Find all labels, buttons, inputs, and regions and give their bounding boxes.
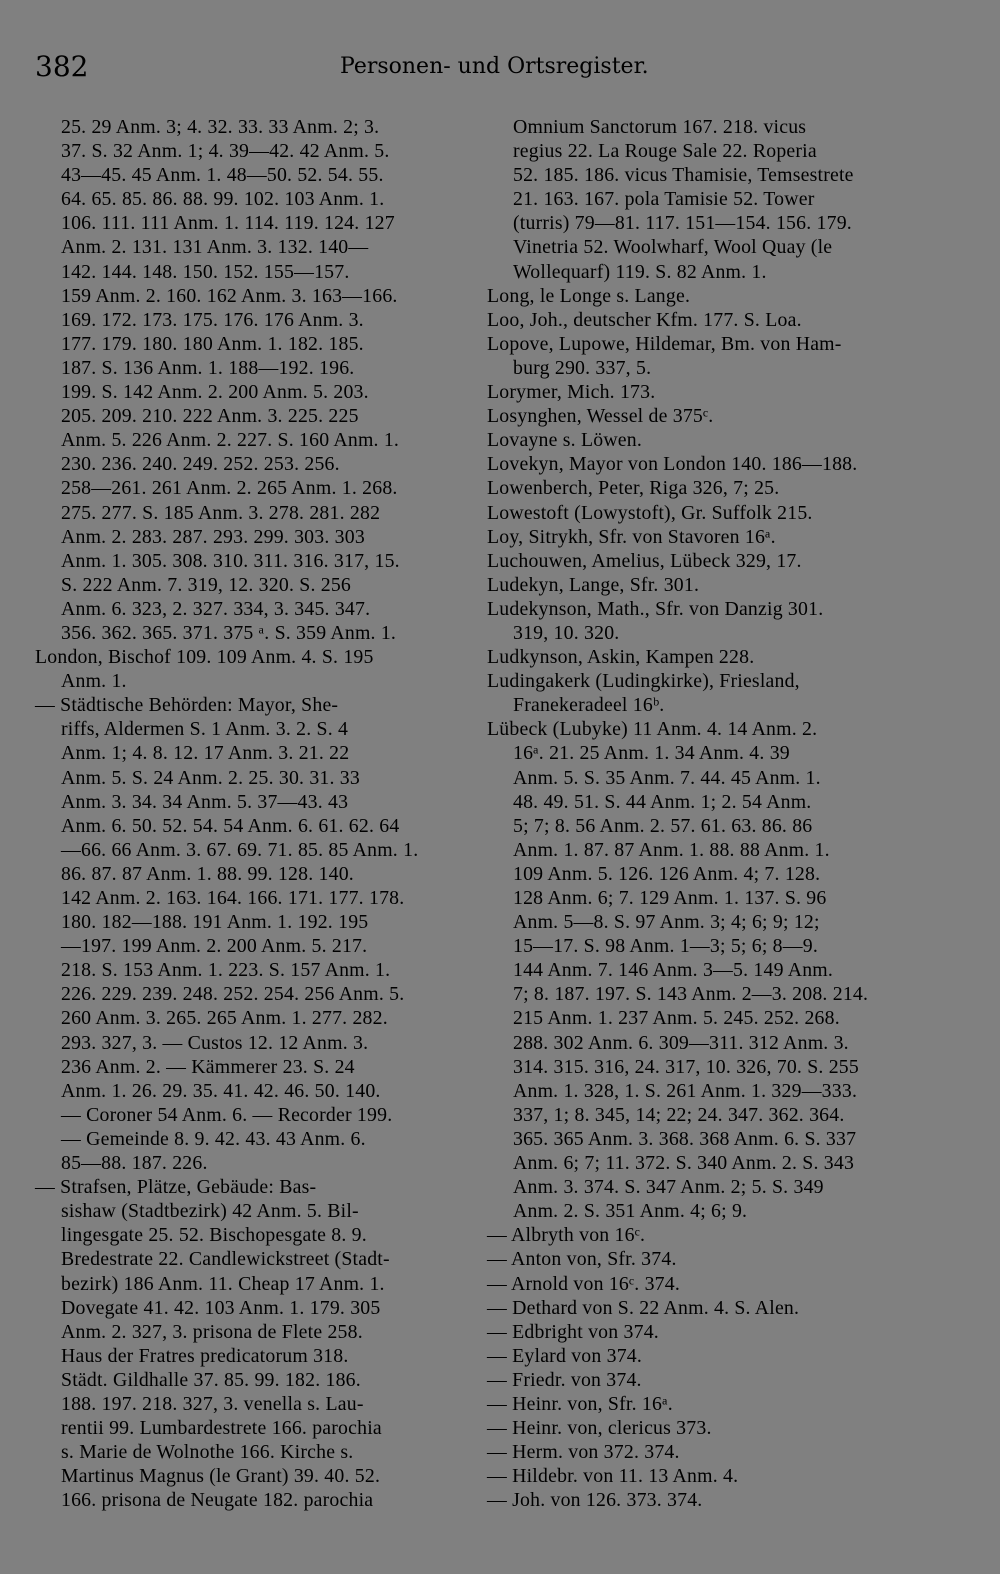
index-line: Lübeck (Lubyke) 11 Anm. 4. 14 Anm. 2. — [487, 718, 818, 741]
index-line: — Joh. von 126. 373. 374. — [487, 1489, 703, 1512]
index-line: 199. S. 142 Anm. 2. 200 Anm. 5. 203. — [61, 381, 369, 404]
index-line: 48. 49. 51. S. 44 Anm. 1; 2. 54 Anm. — [513, 790, 812, 813]
index-line: —197. 199 Anm. 2. 200 Anm. 5. 217. — [61, 935, 368, 958]
index-line: riffs, Aldermen S. 1 Anm. 3. 2. S. 4 — [61, 718, 349, 741]
index-line: Anm. 5. S. 35 Anm. 7. 44. 45 Anm. 1. — [513, 766, 821, 789]
index-line: Anm. 2. 327, 3. prisona de Flete 258. — [61, 1320, 363, 1343]
index-line: 7; 8. 187. 197. S. 143 Anm. 2—3. 208. 214. — [513, 983, 869, 1006]
index-line: Long, le Longe s. Lange. — [487, 284, 691, 307]
index-line: London, Bischof 109. 109 Anm. 4. S. 195 — [35, 646, 374, 669]
index-line: Anm. 1. 87. 87 Anm. 1. 88. 88 Anm. 1. — [513, 838, 830, 861]
index-line: Wollequarf) 119. S. 82 Anm. 1. — [513, 260, 767, 283]
index-line: — Heinr. von, Sfr. 16ᵃ. — [487, 1392, 673, 1415]
index-line: — Hildebr. von 11. 13 Anm. 4. — [487, 1465, 739, 1488]
index-line: Lowestoft (Lowystoft), Gr. Suffolk 215. — [487, 501, 813, 524]
index-line: — Eylard von 374. — [487, 1344, 643, 1367]
index-line: — Coroner 54 Anm. 6. — Recorder 199. — [61, 1103, 393, 1126]
page-number: 382 — [35, 50, 89, 83]
index-line: 169. 172. 173. 175. 176. 176 Anm. 3. — [61, 308, 364, 331]
index-line: Vinetria 52. Woolwharf, Wool Quay (le — [513, 236, 833, 259]
index-line: 142 Anm. 2. 163. 164. 166. 171. 177. 178. — [61, 887, 405, 909]
index-line: 258—261. 261 Anm. 2. 265 Anm. 1. 268. — [61, 477, 398, 500]
index-line: Anm. 1. 26. 29. 35. 41. 42. 46. 50. 140. — [61, 1079, 381, 1102]
index-line: Anm. 1. 328, 1. S. 261 Anm. 1. 329—333. — [513, 1079, 858, 1102]
index-line: — Heinr. von, clericus 373. — [487, 1417, 712, 1440]
index-line: 177. 179. 180. 180 Anm. 1. 182. 185. — [61, 332, 364, 355]
index-line: 128 Anm. 6; 7. 129 Anm. 1. 137. S. 96 — [513, 887, 827, 909]
index-line: — Anton von, Sfr. 374. — [487, 1248, 677, 1271]
index-line: 166. prisona de Neugate 182. parochia — [61, 1489, 374, 1512]
index-line: 85—88. 187. 226. — [61, 1152, 208, 1175]
index-line: Anm. 6. 50. 52. 54. 54 Anm. 6. 61. 62. 64 — [61, 814, 400, 837]
index-line: 226. 229. 239. 248. 252. 254. 256 Anm. 5. — [61, 983, 405, 1006]
index-line: 337, 1; 8. 345, 14; 22; 24. 347. 362. 364. — [513, 1103, 845, 1126]
index-line: 319, 10. 320. — [513, 621, 620, 644]
index-line: 187. S. 136 Anm. 1. 188—192. 196. — [61, 356, 355, 379]
index-line: Haus der Fratres predicatorum 318. — [61, 1344, 349, 1367]
index-line: Anm. 1. 305. 308. 310. 311. 316. 317, 15. — [61, 549, 400, 572]
index-line: burg 290. 337, 5. — [513, 356, 652, 379]
index-line: 205. 209. 210. 222 Anm. 3. 225. 225 — [61, 405, 359, 428]
index-line: 142. 144. 148. 150. 152. 155—157. — [61, 260, 350, 283]
index-line: 293. 327, 3. — Custos 12. 12 Anm. 3. — [61, 1031, 369, 1054]
index-line: 21. 163. 167. pola Tamisie 52. Tower — [513, 188, 815, 211]
index-line: Städt. Gildhalle 37. 85. 99. 182. 186. — [61, 1368, 361, 1391]
index-line: Ludekyn, Lange, Sfr. 301. — [487, 573, 700, 596]
index-line: Ludingakerk (Ludingkirke), Friesland, — [487, 670, 800, 693]
index-line: Luchouwen, Amelius, Lübeck 329, 17. — [487, 549, 802, 572]
index-line: 25. 29 Anm. 3; 4. 32. 33. 33 Anm. 2; 3. — [61, 116, 380, 138]
index-line: Anm. 3. 374. S. 347 Anm. 2; 5. S. 349 — [513, 1176, 824, 1199]
index-line: Loo, Joh., deutscher Kfm. 177. S. Loa. — [487, 308, 802, 331]
index-line: Bredestrate 22. Candlewickstreet (Stadt- — [61, 1248, 390, 1271]
index-line: 86. 87. 87 Anm. 1. 88. 99. 128. 140. — [61, 862, 354, 885]
right-column — [487, 115, 927, 1512]
index-line: 188. 197. 218. 327, 3. venella s. Lau- — [61, 1392, 364, 1415]
index-line: — Gemeinde 8. 9. 42. 43. 43 Anm. 6. — [61, 1127, 366, 1150]
index-line: Losynghen, Wessel de 375ᶜ. — [487, 405, 714, 428]
index-line: Anm. 5. 226 Anm. 2. 227. S. 160 Anm. 1. — [61, 429, 400, 452]
index-line: 144 Anm. 7. 146 Anm. 3—5. 149 Anm. — [513, 959, 834, 982]
index-line: Omnium Sanctorum 167. 218. vicus — [513, 116, 807, 138]
index-line: Lopove, Lupowe, Hildemar, Bm. von Ham- — [487, 332, 842, 355]
index-line: 365. 365 Anm. 3. 368. 368 Anm. 6. S. 337 — [513, 1127, 857, 1150]
index-line: — Edbright von 374. — [487, 1320, 659, 1343]
index-line: 230. 236. 240. 249. 252. 253. 256. — [61, 453, 340, 476]
index-line: — Städtische Behörden: Mayor, She- — [35, 694, 339, 717]
index-line: Anm. 2. S. 351 Anm. 4; 6; 9. — [513, 1200, 748, 1223]
index-line: 37. S. 32 Anm. 1; 4. 39—42. 42 Anm. 5. — [61, 140, 390, 163]
index-line: 15—17. S. 98 Anm. 1—3; 5; 6; 8—9. — [513, 935, 818, 958]
index-line: — Strafsen, Plätze, Gebäude: Bas- — [35, 1176, 317, 1199]
index-line: rentii 99. Lumbardestrete 166. parochia — [61, 1417, 382, 1440]
index-line: 356. 362. 365. 371. 375 ᵃ. S. 359 Anm. 1. — [61, 621, 397, 644]
index-line: — Friedr. von 374. — [487, 1368, 642, 1391]
index-line: Lovayne s. Löwen. — [487, 429, 643, 452]
index-line: 106. 111. 111 Anm. 1. 114. 119. 124. 127 — [61, 212, 395, 235]
index-line: Dovegate 41. 42. 103 Anm. 1. 179. 305 — [61, 1296, 381, 1319]
index-line: Lorymer, Mich. 173. — [487, 381, 656, 404]
index-line: — Albryth von 16ᶜ. — [487, 1224, 646, 1247]
index-line: — Arnold von 16ᶜ. 374. — [487, 1272, 680, 1295]
index-line: Anm. 6. 323, 2. 327. 334, 3. 345. 347. — [61, 597, 371, 620]
index-line: 215 Anm. 1. 237 Anm. 5. 245. 252. 268. — [513, 1007, 840, 1030]
index-line: Anm. 2. 131. 131 Anm. 3. 132. 140— — [61, 236, 369, 259]
index-line: regius 22. La Rouge Sale 22. Roperia — [513, 140, 817, 163]
index-line: 314. 315. 316, 24. 317, 10. 326, 70. S. 255 — [513, 1055, 859, 1078]
index-line: (turris) 79—81. 117. 151—154. 156. 179. — [513, 212, 852, 235]
index-line: 218. S. 153 Anm. 1. 223. S. 157 Anm. 1. — [61, 959, 391, 982]
index-line: 236 Anm. 2. — Kämmerer 23. S. 24 — [61, 1055, 355, 1078]
index-line: Anm. 3. 34. 34 Anm. 5. 37—43. 43 — [61, 790, 349, 813]
index-line: 43—45. 45 Anm. 1. 48—50. 52. 54. 55. — [61, 164, 384, 187]
index-line: 159 Anm. 2. 160. 162 Anm. 3. 163—166. — [61, 284, 398, 307]
index-line: 5; 7; 8. 56 Anm. 2. 57. 61. 63. 86. 86 — [513, 814, 813, 837]
index-line: 64. 65. 85. 86. 88. 99. 102. 103 Anm. 1. — [61, 188, 385, 211]
index-line: Anm. 5. S. 24 Anm. 2. 25. 30. 31. 33 — [61, 766, 360, 789]
index-line: Anm. 1. — [61, 670, 127, 693]
index-line: Ludekynson, Math., Sfr. von Danzig 301. — [487, 597, 824, 620]
index-line: Loy, Sitrykh, Sfr. von Stavoren 16ᵃ. — [487, 525, 776, 548]
index-line: 16ᵃ. 21. 25 Anm. 1. 34 Anm. 4. 39 — [513, 742, 790, 765]
index-line: Lowenberch, Peter, Riga 326, 7; 25. — [487, 477, 780, 500]
index-line: 180. 182—188. 191 Anm. 1. 192. 195 — [61, 911, 369, 934]
index-line: lingesgate 25. 52. Bischopesgate 8. 9. — [61, 1224, 367, 1247]
index-line: sishaw (Stadtbezirk) 42 Anm. 5. Bil- — [61, 1200, 359, 1223]
index-line: Anm. 6; 7; 11. 372. S. 340 Anm. 2. S. 343 — [513, 1152, 855, 1175]
index-line: 275. 277. S. 185 Anm. 3. 278. 281. 282 — [61, 501, 381, 524]
index-line: Anm. 5—8. S. 97 Anm. 3; 4; 6; 9; 12; — [513, 911, 820, 934]
index-line: Anm. 2. 283. 287. 293. 299. 303. 303 — [61, 525, 365, 548]
index-line: bezirk) 186 Anm. 11. Cheap 17 Anm. 1. — [61, 1272, 385, 1295]
index-line: Lovekyn, Mayor von London 140. 186—188. — [487, 453, 858, 476]
left-column — [35, 115, 473, 1512]
index-line: s. Marie de Wolnothe 166. Kirche s. — [61, 1441, 354, 1464]
page-header — [35, 50, 930, 90]
index-line: 260 Anm. 3. 265. 265 Anm. 1. 277. 282. — [61, 1007, 388, 1030]
running-title: Personen- und Ortsregister. — [340, 54, 649, 79]
index-line: — Dethard von S. 22 Anm. 4. S. Alen. — [487, 1296, 800, 1319]
index-line: S. 222 Anm. 7. 319, 12. 320. S. 256 — [61, 573, 352, 596]
index-line: Anm. 1; 4. 8. 12. 17 Anm. 3. 21. 22 — [61, 742, 350, 765]
index-line: — Herm. von 372. 374. — [487, 1441, 680, 1464]
index-line: 109 Anm. 5. 126. 126 Anm. 4; 7. 128. — [513, 862, 821, 885]
index-line: Franekeradeel 16ᵇ. — [513, 694, 665, 717]
index-line: —66. 66 Anm. 3. 67. 69. 71. 85. 85 Anm. 1. — [61, 838, 419, 861]
index-line: Martinus Magnus (le Grant) 39. 40. 52. — [61, 1465, 381, 1488]
index-line: 288. 302 Anm. 6. 309—311. 312 Anm. 3. — [513, 1031, 849, 1054]
index-line: 52. 185. 186. vicus Thamisie, Temsestrete — [513, 164, 854, 187]
index-line: Ludkynson, Askin, Kampen 228. — [487, 646, 755, 669]
